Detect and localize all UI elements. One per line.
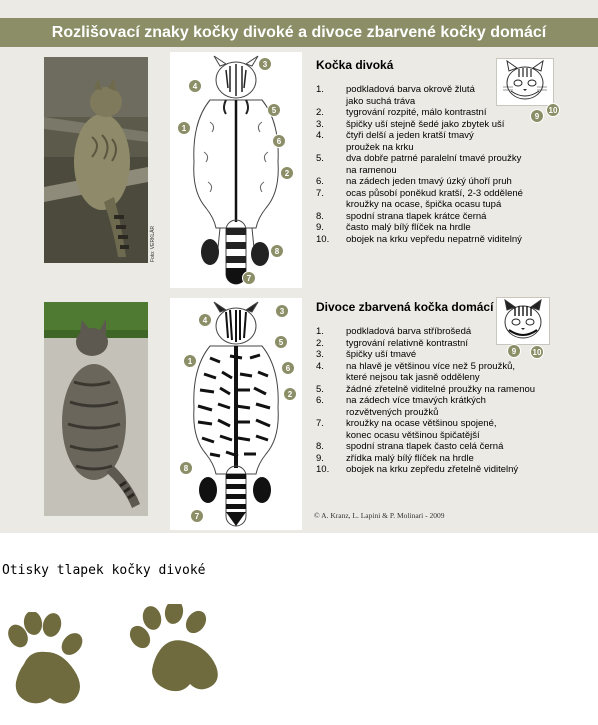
wildcat-face-sketch xyxy=(496,58,554,106)
marker-badge: 2 xyxy=(283,387,297,401)
trait-text: žádné zřetelně viditelné proužky na ramenou xyxy=(346,383,536,395)
marker-badge: 1 xyxy=(183,354,197,368)
marker-badge: 8 xyxy=(179,461,193,475)
wildcat-traits-list xyxy=(316,84,526,245)
trait-text: tygrování rozpité, málo kontrastní xyxy=(346,107,487,118)
trait-number: 7. xyxy=(316,187,324,199)
trait-text: spodní strana tlapek často celá černá xyxy=(346,441,504,452)
trait-number: 9. xyxy=(316,222,324,233)
trait-item xyxy=(316,441,536,453)
domestic-cat-sketch xyxy=(170,298,302,530)
trait-item xyxy=(316,130,526,153)
trait-number: 3. xyxy=(316,118,324,130)
paw-print-icon xyxy=(126,604,222,701)
trait-text: obojek na krku vepředu nepatrně viditelný xyxy=(346,233,522,245)
marker-badge: 4 xyxy=(188,79,202,93)
marker-badge: 9 xyxy=(507,344,521,358)
marker-badge: 2 xyxy=(280,166,294,180)
trait-item xyxy=(316,153,526,176)
marker-badge: 6 xyxy=(281,361,295,375)
marker-badge: 3 xyxy=(258,57,272,71)
trait-text: čtyři delší a jeden kratší tmavý proužek na krku xyxy=(346,130,474,153)
marker-badge: 1 xyxy=(177,121,191,135)
page-title: Rozlišovací znaky kočky divoké a divoce zbarvené kočky domácí xyxy=(0,18,598,47)
trait-text: na zádech jeden tmavý úzký úhoří pruh xyxy=(346,176,512,187)
trait-item xyxy=(316,384,536,396)
trait-number: 3. xyxy=(316,349,324,360)
trait-text: tygrování relativně kontrastní xyxy=(346,337,468,349)
trait-number: 1. xyxy=(316,84,324,95)
marker-badge: 6 xyxy=(272,134,286,148)
trait-item xyxy=(316,234,526,246)
copyright-note: © A. Kranz, L. Lapini & P. Molinari - 2009 xyxy=(314,511,445,520)
marker-badge: 7 xyxy=(190,509,204,523)
domestic-cat-photo xyxy=(44,302,148,516)
trait-number: 10. xyxy=(316,464,330,475)
domestic-cat-face-sketch xyxy=(496,297,550,345)
wildcat-heading: Kočka divoká xyxy=(316,58,394,72)
marker-badge: 5 xyxy=(267,103,281,117)
trait-item xyxy=(316,464,536,476)
trait-number: 8. xyxy=(316,441,324,452)
trait-item xyxy=(316,222,526,234)
trait-number: 7. xyxy=(316,418,324,429)
trait-text: podkladová barva okrově žlutá jako suchá tráva xyxy=(346,84,475,107)
marker-badge: 10 xyxy=(530,345,544,359)
trait-text: zřídka malý bílý flíček na hrdle xyxy=(346,452,474,464)
trait-text: kroužky na ocase většinou spojené, xyxy=(346,418,497,429)
trait-item xyxy=(316,430,536,442)
trait-item xyxy=(316,418,536,430)
paw-print-icon xyxy=(0,612,90,713)
marker-badge: 8 xyxy=(270,244,284,258)
trait-text: konec ocasu většinou špičatější xyxy=(346,429,480,441)
trait-number: 5. xyxy=(316,153,324,164)
trait-text: dva dobře patrné paralelní tmavé proužky na ramenou xyxy=(346,153,522,176)
marker-badge: 5 xyxy=(274,335,288,349)
wildcat-photo xyxy=(44,57,148,263)
marker-badge: 10 xyxy=(546,103,560,117)
trait-text: na zádech více tmavých krátkých rozvětvených proužků xyxy=(346,395,486,418)
trait-text: na hlavě je většinou více než 5 proužků, které nejsou tak jasně odděleny xyxy=(346,360,515,383)
marker-badge: 7 xyxy=(242,271,256,285)
trait-number: 6. xyxy=(316,395,324,406)
trait-number: 10. xyxy=(316,233,330,245)
trait-number: 5. xyxy=(316,383,324,395)
trait-item xyxy=(316,453,536,465)
trait-text: podkladová barva stříbrošedá xyxy=(346,326,472,337)
trait-number: 4. xyxy=(316,130,324,141)
trait-item xyxy=(316,84,526,107)
trait-item xyxy=(316,188,526,211)
trait-number: 2. xyxy=(316,107,324,118)
trait-number: 8. xyxy=(316,210,324,222)
trait-item xyxy=(316,349,536,361)
trait-item xyxy=(316,107,526,119)
trait-text: spodní strana tlapek krátce černá xyxy=(346,210,487,222)
trait-item xyxy=(316,361,536,384)
paw-prints-heading: Otisky tlapek kočky divoké xyxy=(2,563,206,578)
trait-text: ocas působí poněkud kratší, 2-3 oddělené kroužky na ocase, špička ocasu tupá xyxy=(346,187,523,210)
trait-item xyxy=(316,395,536,418)
trait-number: 6. xyxy=(316,176,324,187)
trait-text: špičky uší stejně šedé jako zbytek uší xyxy=(346,118,505,130)
trait-number: 2. xyxy=(316,337,324,349)
trait-text: často malý bílý flíček na hrdle xyxy=(346,222,471,233)
trait-item xyxy=(316,176,526,188)
domestic-cat-traits-list xyxy=(316,326,536,476)
trait-text: obojek na krku zepředu zřetelně viditelný xyxy=(346,464,519,475)
marker-badge: 9 xyxy=(530,109,544,123)
marker-badge: 4 xyxy=(198,313,212,327)
trait-item xyxy=(316,211,526,223)
marker-badge: 3 xyxy=(275,304,289,318)
trait-item xyxy=(316,119,526,131)
trait-number: 1. xyxy=(316,326,324,337)
domestic-cat-heading: Divoce zbarvená kočka domácí xyxy=(316,300,494,314)
trait-text: špičky uší tmavé xyxy=(346,349,417,360)
photo-credit: Foto: VERKLÄR xyxy=(150,225,156,262)
trait-number: 4. xyxy=(316,360,324,372)
trait-number: 9. xyxy=(316,452,324,464)
trait-number xyxy=(316,430,346,442)
